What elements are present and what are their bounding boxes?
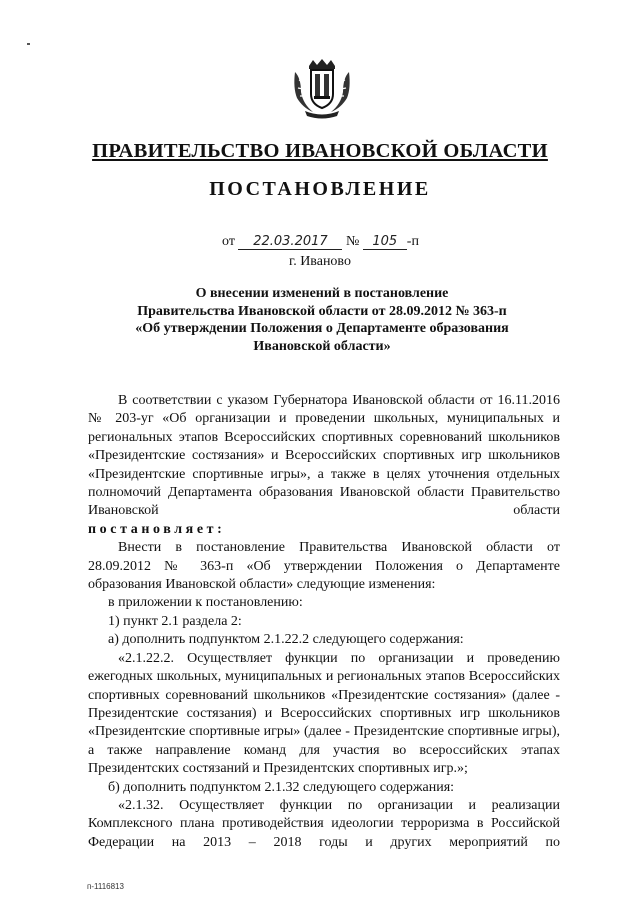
date-prefix: от bbox=[222, 234, 235, 249]
handwritten-number: 105 bbox=[363, 234, 407, 250]
resolves-word: постановляет: bbox=[88, 521, 226, 537]
document-type: ПОСТАНОВЛЕНИЕ bbox=[209, 178, 431, 200]
paragraph-amend: Внести в постановление Правительства Ивановской области от 28.09.2012 № 363-п «Об утверждении Положения о Департаменте образования Ивановской области» следующие изменения: bbox=[88, 540, 560, 593]
number-sign: № bbox=[345, 234, 360, 249]
paragraph-item-1: 1) пункт 2.1 раздела 2: bbox=[108, 613, 242, 629]
city: г. Иваново bbox=[289, 254, 351, 269]
preamble-paragraph: В соответствии с указом Губернатора Ивановской области от 16.11.2016 № 203-уг «Об организации и проведении школьных, муниципальных и региональных этапов Всероссийских спортивных соревнований школьников «Президентские состязания» и Всероссийских спортивных игр школьников «Президентские спортивные игры», а также в целях уточнения отдельных полномочий Департамента образования Ивановской области Правительство Ивановской области bbox=[88, 393, 560, 519]
paragraph-subitem-b: б) дополнить подпунктом 2.1.32 следующего содержания: bbox=[108, 779, 455, 795]
subject-line: Правительства Ивановской области от 28.09.2012 № 363-п bbox=[137, 303, 507, 319]
coat-of-arms-icon bbox=[291, 58, 353, 120]
handwritten-date: 22.03.2017 bbox=[238, 234, 342, 250]
subject-line: О внесении изменений в постановление bbox=[195, 286, 449, 301]
government-title: ПРАВИТЕЛЬСТВО ИВАНОВСКОЙ ОБЛАСТИ bbox=[92, 140, 548, 162]
scan-speck bbox=[27, 43, 30, 45]
subject-line: «Об утверждении Положения о Департаменте образования bbox=[135, 321, 509, 336]
footer-code: п-1116813 bbox=[87, 882, 124, 891]
paragraph-appendix: в приложении к постановлению: bbox=[108, 595, 303, 611]
date-number-line bbox=[222, 234, 419, 250]
subject-heading bbox=[92, 285, 552, 355]
paragraph-2-1-22-2: «2.1.22.2. Осуществляет функции по организации и проведению ежегодных школьных, муниципальных и региональных этапов Всероссийских спортивных соревнований школьников «Президентские состязания» (далее - Президентские состязания) и Всероссийских спортивных игр школьников «Президентские спортивные игры» (далее - Президентские спортивные игры), а также направление команд для участия во всероссийских этапах Президентских состязаний и Президентских спортивных игр.»; bbox=[88, 650, 560, 777]
paragraph-2-1-32: «2.1.32. Осуществляет функции по организации и реализации Комплексного плана противодействия идеологии терроризма в Российской Федерации на 2013 – 2018 годы и других мероприятий по bbox=[88, 797, 560, 850]
number-suffix: -п bbox=[406, 234, 419, 249]
subject-line: Ивановской области» bbox=[253, 338, 391, 354]
document-body bbox=[88, 392, 560, 852]
paragraph-subitem-a: а) дополнить подпунктом 2.1.22.2 следующего содержания: bbox=[108, 632, 464, 648]
